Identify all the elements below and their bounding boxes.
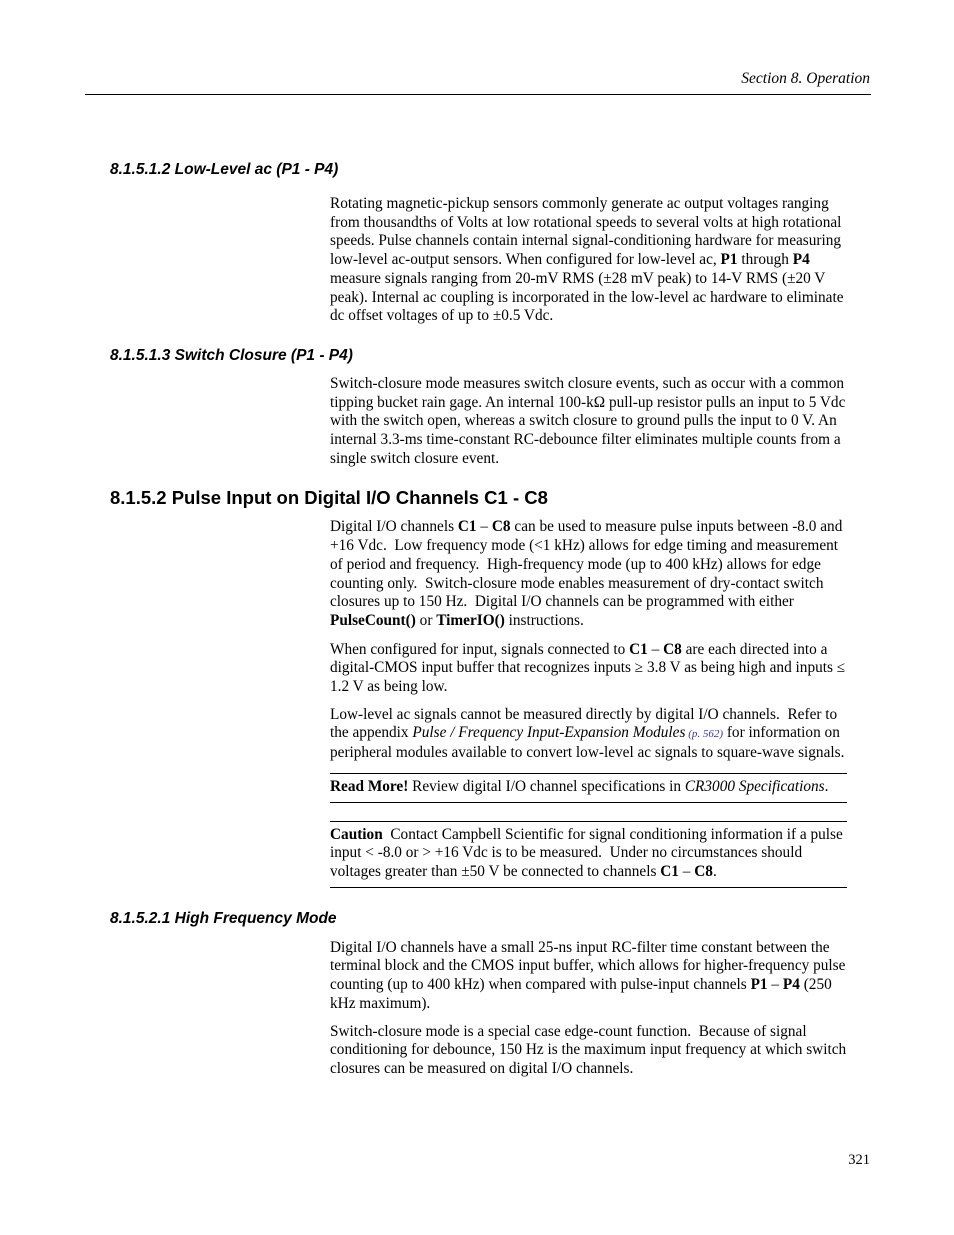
- page-ref-link[interactable]: (p. 562): [685, 728, 724, 741]
- text-run: P1: [750, 976, 768, 994]
- text-run: When configured for input, signals connected to: [330, 640, 630, 658]
- text-run: –: [678, 862, 695, 880]
- text-run: Digital I/O channels have a small 25-ns input RC-filter time constant between the terminal block and the CMOS input buffer, which allows for higher-frequency pulse counting (up to 400 kHz) when compared with pulse-input channels: [330, 938, 850, 994]
- text-run: CR3000 Specifications: [684, 777, 825, 795]
- heading-switch-closure: 8.1.5.1.3 Switch Closure (P1 - P4): [110, 346, 353, 364]
- heading-pulse-input-digital-io: 8.1.5.2 Pulse Input on Digital I/O Channels C1 - C8: [110, 487, 548, 509]
- text-run: Low-level ac signals cannot be measured directly by digital I/O channels. Refer to the appendix: [330, 705, 842, 742]
- paragraph-low-level-ac: [330, 195, 847, 326]
- paragraph-high-frequency-2: [330, 1022, 850, 1079]
- text-run: or: [415, 611, 437, 629]
- text-run: –: [647, 640, 664, 658]
- text-run: C1: [457, 518, 477, 536]
- text-run: are each directed into a digital-CMOS input buffer that recognizes inputs ≥ 3.8 V as being high and inputs ≤ 1.2 V as being low.: [330, 640, 849, 696]
- text-run: Review digital I/O channel specifications in: [408, 777, 685, 795]
- text-run: Digital I/O channels: [330, 518, 458, 536]
- text-run: C1: [629, 640, 648, 658]
- paragraph-pulse-input-1: [330, 518, 847, 630]
- text-run: can be used to measure pulse inputs between -8.0 and +16 Vdc. Low frequency mode (<1 kHz) allows for edge timing and measurement of period and frequency. High-frequency mode (up to 400 kHz) allows for edge counting only. Switch-closure mode enables measurement of dry-contact switch closures up to 150 Hz. Digital I/O channels can be programmed with either: [330, 518, 847, 611]
- paragraph-pulse-input-3: [330, 706, 847, 763]
- caution-note: [330, 821, 847, 888]
- text-run: PulseCount(): [330, 611, 416, 629]
- text-run: .: [824, 777, 829, 795]
- text-run: P4: [782, 976, 800, 994]
- text-run: Contact Campbell Scientific for signal conditioning information if a pulse input < -8.0 or > +16 Vdc is to be measured. Under no circumstances should voltages greater than ±50 V be connected to channels: [330, 825, 847, 880]
- paragraph-pulse-input-2: [330, 641, 847, 697]
- text-run: TimerIO(): [436, 611, 505, 629]
- heading-high-frequency-mode: 8.1.5.2.1 High Frequency Mode: [110, 909, 337, 927]
- heading-low-level-ac: 8.1.5.1.2 Low-Level ac (P1 - P4): [110, 161, 339, 178]
- text-run: C1: [660, 862, 679, 880]
- text-run: C8: [694, 862, 713, 880]
- text-run: P4: [792, 251, 810, 269]
- page-number: 321: [848, 1152, 870, 1168]
- text-run: Rotating magnetic-pickup sensors commonly generate ac output voltages ranging from thousandths of Volts at low rotational speeds to several volts at high rotational speeds. Pulse channels contain internal signal-conditioning hardware for measuring low-level ac-output sensors. When configured for low-level ac,: [330, 195, 846, 269]
- text-run: C8: [663, 640, 682, 658]
- text-run: measure signals ranging from 20-mV RMS (±28 mV peak) to 14-V RMS (±20 V peak). Internal ac coupling is incorporated in the low-level ac hardware to eliminate dc offset voltages of up to ±0.5 Vdc.: [330, 251, 848, 325]
- running-header: Section 8. Operation: [741, 70, 870, 87]
- text-run: Caution: [330, 825, 383, 843]
- text-run: –: [767, 976, 783, 994]
- text-run: –: [476, 518, 492, 536]
- text-run: through: [737, 251, 793, 269]
- text-run: C8: [491, 518, 511, 536]
- header-rule: [85, 94, 871, 95]
- text-run: Read More!: [330, 777, 409, 795]
- text-run: Switch-closure mode measures switch closure events, such as occur with a common tipping bucket rain gage. An internal 100-kΩ pull-up resistor pulls an input to 5 Vdc with the switch open, whereas a switch closure to ground pulls the input to 0 V. An internal 3.3-ms time-constant RC-debounce filter eliminates multiple counts from a single switch closure event.: [330, 374, 850, 467]
- read-more-note: [330, 773, 847, 803]
- text-run: Switch-closure mode is a special case edge-count function. Because of signal conditioning for debounce, 150 Hz is the maximum input frequency at which switch closures can be measured on digital I/O channels.: [330, 1022, 850, 1077]
- text-run: P1: [720, 251, 738, 269]
- text-run: instructions.: [504, 611, 584, 629]
- paragraph-switch-closure: [330, 374, 850, 469]
- text-run: .: [712, 862, 717, 880]
- text-run: for information on peripheral modules available to convert low-level ac signals to square-wave signals.: [330, 724, 845, 762]
- text-run: Pulse / Frequency Input-Expansion Modules: [412, 724, 686, 742]
- paragraph-high-frequency-1: [330, 938, 850, 1014]
- text-run: (250 kHz maximum).: [330, 976, 836, 1012]
